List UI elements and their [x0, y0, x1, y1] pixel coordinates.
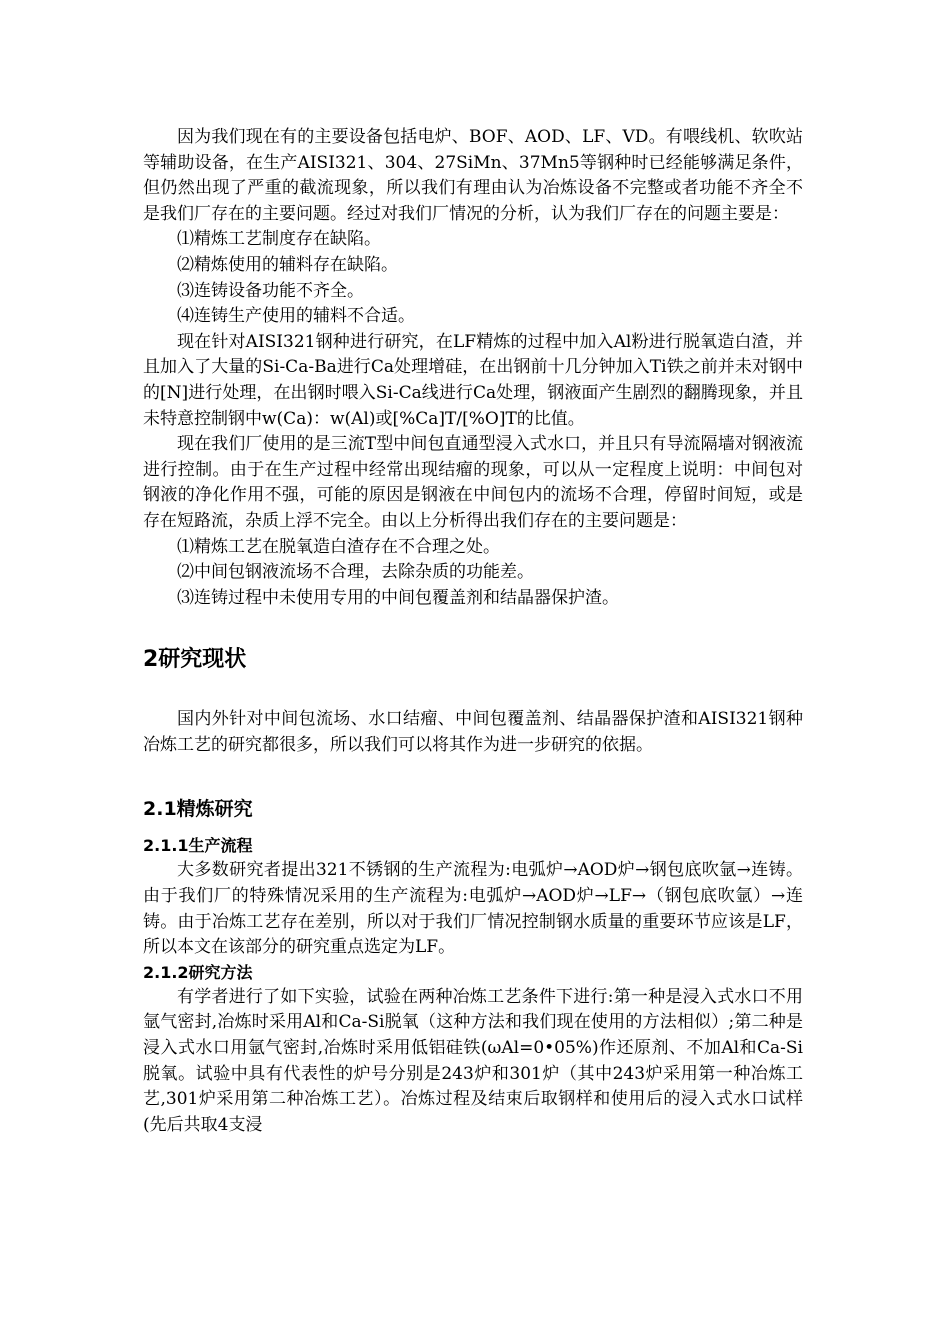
list-item: ⑷连铸生产使用的辅料不合适。 [177, 306, 415, 327]
paragraph-research-status: 国内外针对中间包流场、水口结瘤、中间包覆盖剂、结晶器保护渣和AISI321钢种冶炼工艺的研究都很多，所以我们可以将其作为进一步研究的依据。 [143, 709, 803, 755]
list-item: ⑵精炼使用的辅料存在缺陷。 [177, 254, 398, 275]
list-item: ⑶连铸过程中未使用专用的中间包覆盖剂和结晶器保护渣。 [177, 587, 619, 608]
paragraph-production-flow: 大多数研究者提出321不锈钢的生产流程为:电弧炉→AOD炉→钢包底吹氩→连铸。由于我们厂的特殊情况采用的生产流程为:电弧炉→AOD炉→LF→（钢包底吹氩）→连铸。由于冶炼工艺存在差别，所以对于我们厂情况控制钢水质量的重要环节应该是LF，所以本文在该部分的研究重点选定为LF。 [143, 860, 803, 958]
section-heading-2: 2研究现状 [143, 647, 247, 673]
list-item: ⑶连铸设备功能不齐全。 [177, 280, 364, 301]
section-heading-2-1-2: 2.1.2研究方法 [143, 962, 253, 982]
list-item: ⑴精炼工艺在脱氧造白渣存在不合理之处。 [177, 536, 500, 557]
paragraph-research-method: 有学者进行了如下实验，试验在两种冶炼工艺条件下进行:第一种是浸入式水口不用氩气密封,冶炼时采用Al和Ca-Si脱氧（这种方法和我们现在使用的方法相似）;第二种是浸入式水口用氩气密封,冶炼时采用低铝硅铁(ωAl=0•05%)作还原剂、不加Al和Ca-Si脱氧。试验中具有代表性的炉号分别是243炉和301炉（其中243炉采用第一种冶炼工艺,301炉采用第二种冶炼工艺）。冶炼过程及结束后取钢样和使用后的浸入式水口试样(先后共取4支浸 [143, 986, 803, 1135]
section-heading-2-1: 2.1精炼研究 [143, 798, 253, 821]
list-item: ⑴精炼工艺制度存在缺陷。 [177, 229, 381, 250]
section-heading-2-1-1: 2.1.1生产流程 [143, 836, 253, 856]
list-item: ⑵中间包钢液流场不合理，去除杂质的功能差。 [177, 562, 534, 583]
document-page [143, 125, 803, 1138]
paragraph-tundish: 现在我们厂使用的是三流T型中间包直通型浸入式水口，并且只有导流隔墙对钢液流进行控制。由于在生产过程中经常出现结瘤的现象，可以从一定程度上说明：中间包对钢液的净化作用不强，可能的原因是钢液在中间包内的流场不合理，停留时间短，或是存在短路流，杂质上浮不完全。由以上分析得出我们存在的主要问题是： [143, 434, 803, 531]
paragraph-equipment: 因为我们现在有的主要设备包括电炉、BOF、AOD、LF、VD。有喂线机、软吹站等辅助设备，在生产AISI321、304、27SiMn、37Mn5等钢种时已经能够满足条件，但仍然出现了严重的截流现象，所以我们有理由认为冶炼设备不完整或者功能不齐全不是我们厂存在的主要问题。经过对我们厂情况的分析，认为我们厂存在的问题主要是： [143, 127, 803, 224]
paragraph-aisi321: 现在针对AISI321钢种进行研究，在LF精炼的过程中加入Al粉进行脱氧造白渣，并且加入了大量的Si-Ca-Ba进行Ca处理增硅，在出钢前十几分钟加入Ti铁之前并未对钢中的[N]进行处理，在出钢时喂入Si-Ca线进行Ca处理，钢液面产生剧烈的翻腾现象，并且未特意控制钢中w(Ca)：w(Al)或[%Ca]T/[%O]T的比值。 [143, 331, 803, 429]
